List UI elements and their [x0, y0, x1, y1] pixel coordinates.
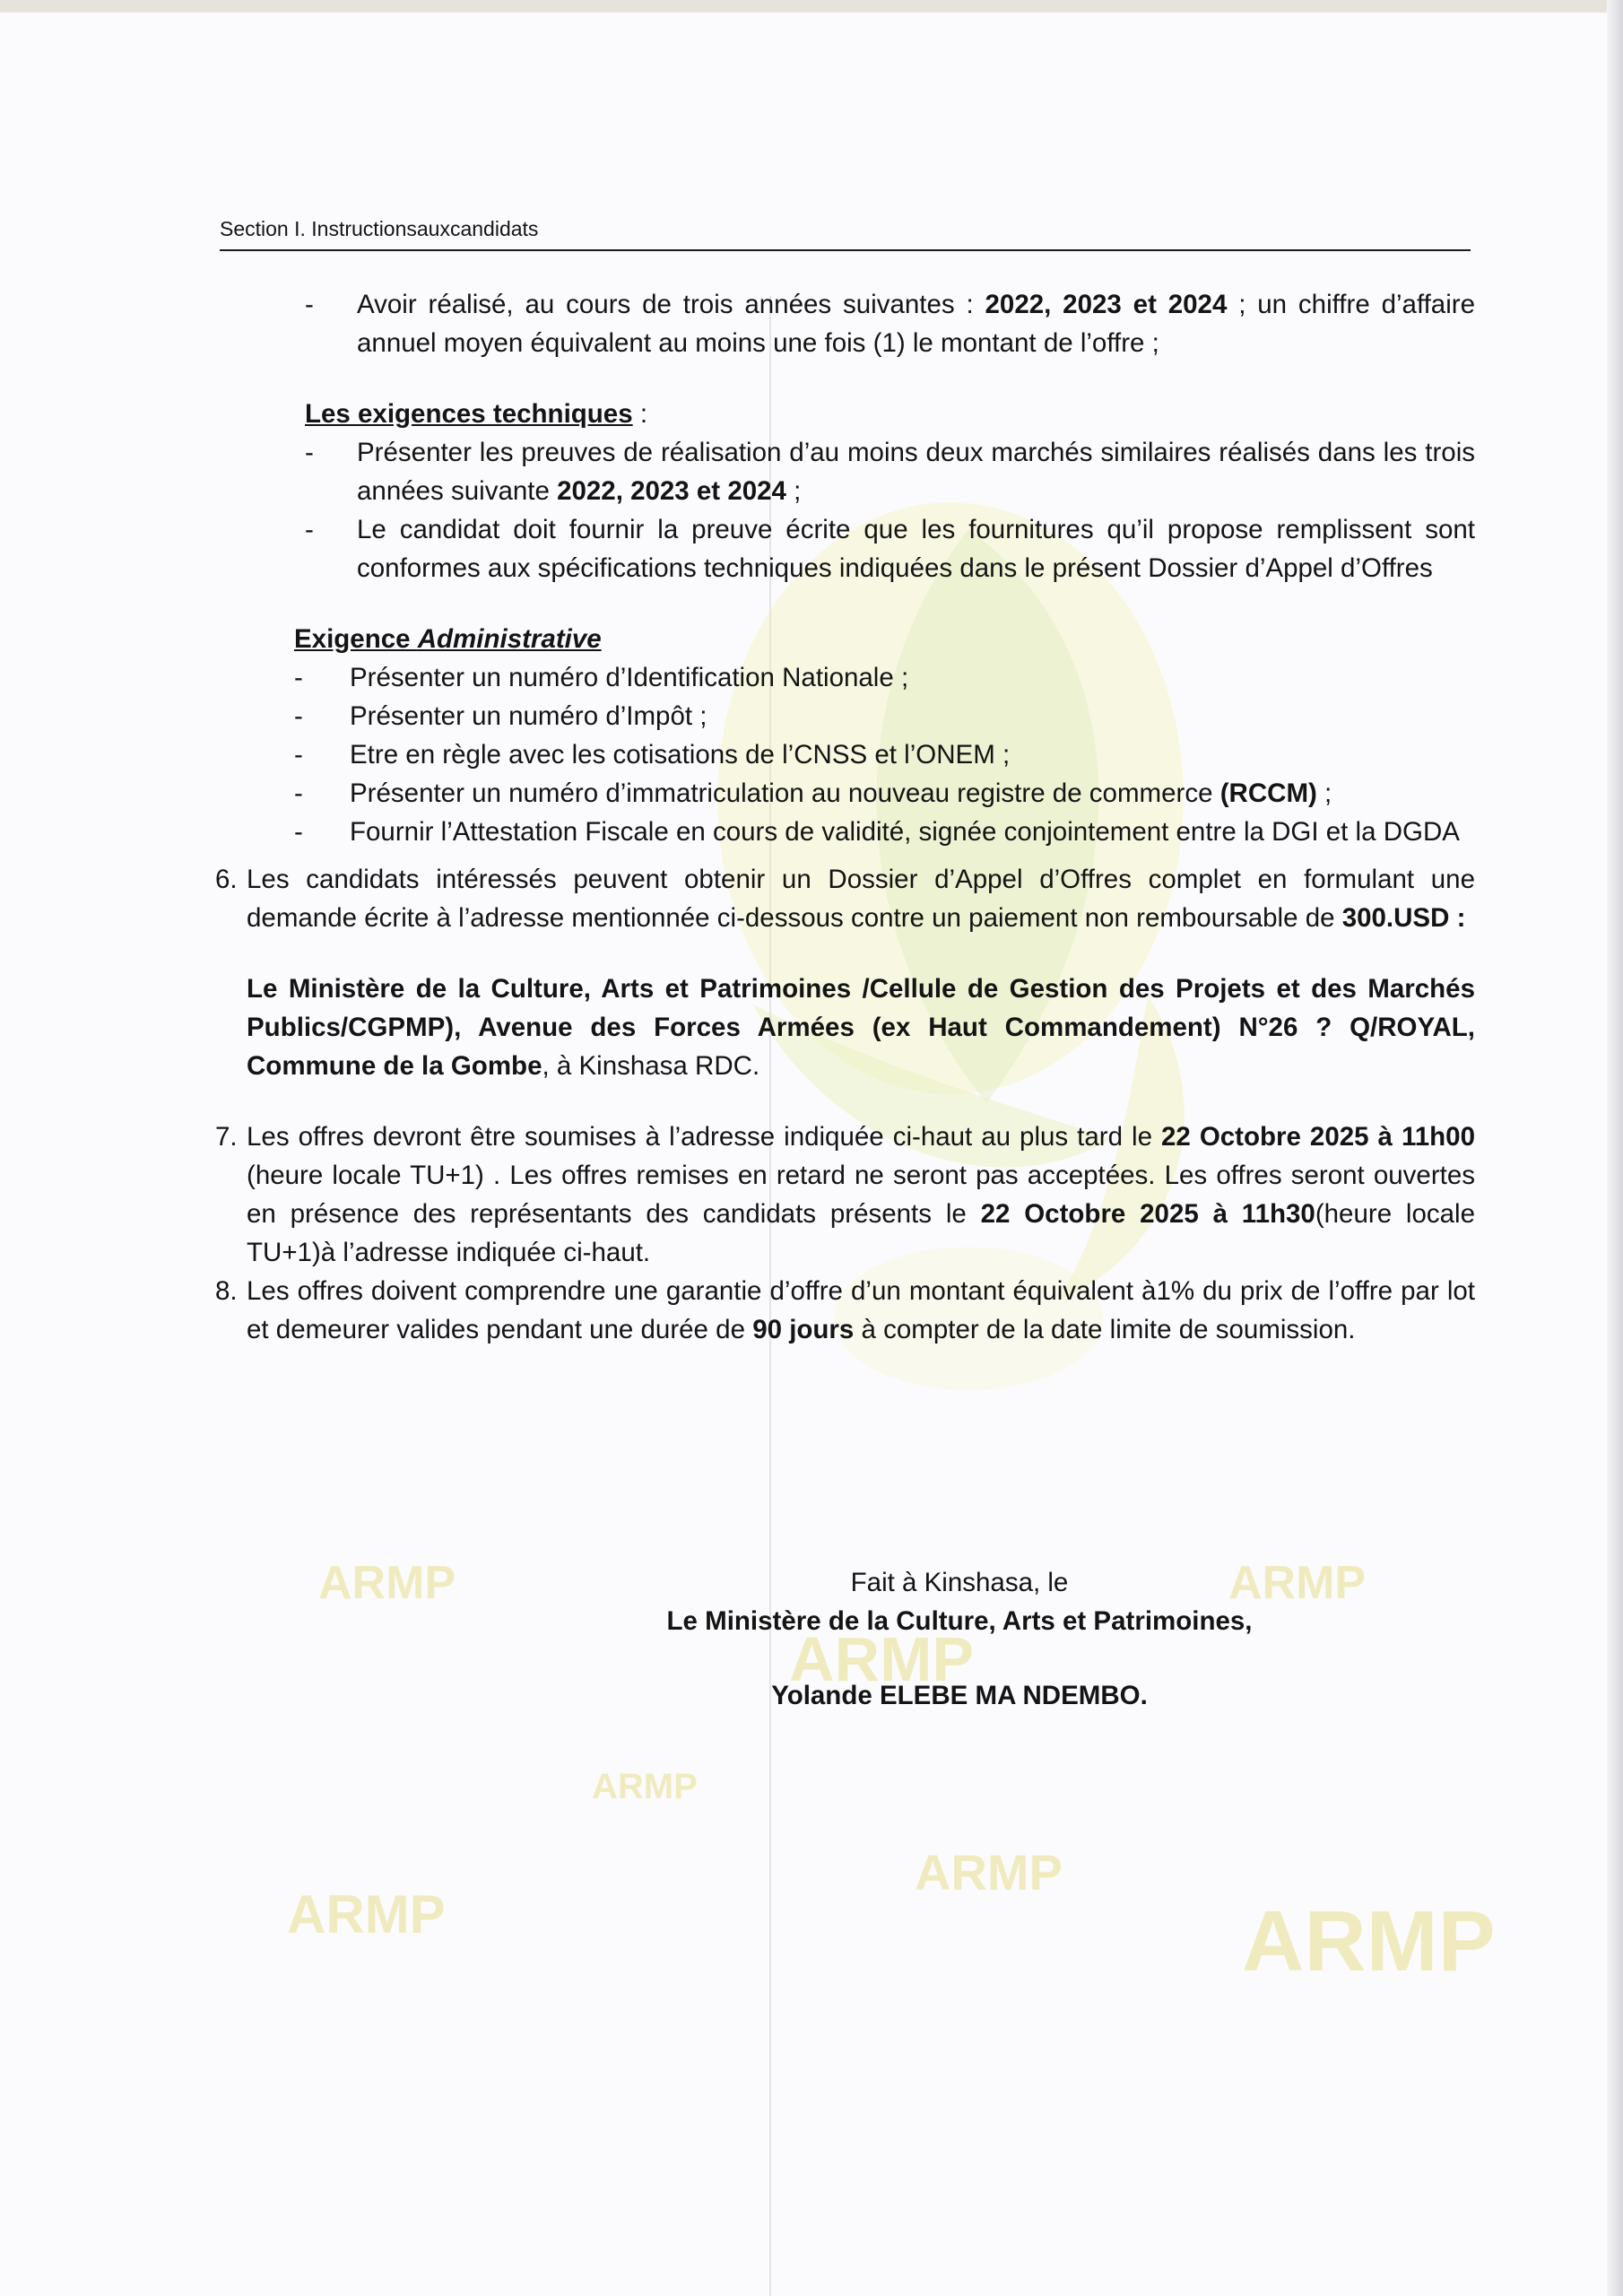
item-6 [215, 860, 1475, 937]
item-7-text-end: (heure locale TU+1)à l’adresse indiquée ci-haut. [247, 1199, 1475, 1267]
financial-text-end: ; un chiffre d’affaire annuel moyen équivalent au moins une fois (1) le montant de l’offre ; [357, 290, 1475, 358]
administrative-heading-plain: Exigence [294, 624, 418, 654]
watermark-label: ARMP [789, 1624, 975, 1694]
administrative-item [294, 735, 1475, 774]
administrative-heading [294, 624, 602, 654]
administrative-item-text: Présenter un numéro d’Identification Nationale ; [350, 663, 909, 692]
watermark-label: ARMP [318, 1557, 456, 1609]
administrative-item-text: Etre en règle avec les cotisations de l’CNSS et l’ONEM ; [350, 740, 1011, 770]
technical-heading: Les exigences techniques [305, 399, 633, 429]
ministry-address [215, 970, 1475, 1085]
item-8-text: Les offres doivent comprendre une garantie d’offre d’un montant équivalent à1% du prix de l’offre par lot et demeurer valides pendant une durée de [247, 1276, 1475, 1344]
item-8-text-end: à compter de la date limite de soumission. [854, 1315, 1356, 1344]
administrative-item-text: Fournir l’Attestation Fiscale en cours de validité, signée conjointement entre la DGI et la DGDA [350, 817, 1460, 847]
watermark-label: ARMP [915, 1844, 1063, 1900]
scan-top-edge [0, 0, 1623, 13]
administrative-item [294, 697, 1475, 735]
administrative-item [294, 774, 1475, 813]
item-7-text: Les offres devront être soumises à l’adresse indiquée ci-haut au plus tard le [247, 1122, 1161, 1152]
technical-heading-line [305, 395, 1475, 433]
watermark-label: ARMP [592, 1767, 698, 1806]
signature-place: Fait à Kinshasa, le [850, 1568, 1069, 1597]
section-title: Section I. Instructionsauxcandidats [220, 217, 539, 240]
technical-item-2 [305, 510, 1475, 587]
item-6-amount: 300.USD : [1341, 903, 1466, 933]
item-6-text: Les candidats intéressés peuvent obtenir un Dossier d’Appel d’Offres complet en formulant une demande écrite à l’adresse mentionnée ci-dessous contre un paiement non remboursable de [247, 865, 1475, 933]
administrative-heading-line [294, 620, 1475, 658]
technical-heading-suffix: : [632, 399, 648, 429]
financial-text: Avoir réalisé, au cours de trois années suivantes : [357, 290, 985, 319]
watermark-label: ARMP [1228, 1557, 1367, 1609]
administrative-item-text: Présenter un numéro d’Impôt ; [350, 701, 707, 731]
administrative-heading-italic: Administrative [417, 624, 602, 654]
item-number: 8. [215, 1276, 238, 1306]
administrative-item-text: Présenter un numéro d’immatriculation au nouveau registre de commerce [350, 778, 1220, 808]
administrative-item [294, 813, 1475, 851]
document-body [215, 285, 1475, 1349]
item-7-deadline: 22 Octobre 2025 à 11h00 [1161, 1122, 1475, 1152]
financial-years: 2022, 2023 et 2024 [985, 290, 1228, 319]
item-7-text-mid: (heure locale TU+1) . Les offres remises en retard ne seront pas acceptées. Les offres seront ouvertes en présence des représentants des candidats présents le [247, 1161, 1475, 1229]
signature-ministry: Le Ministère de la Culture, Arts et Patrimoines, [666, 1606, 1253, 1636]
item-7-opening-date: 22 Octobre 2025 à 11h30 [980, 1199, 1315, 1229]
item-8-duration: 90 jours [752, 1315, 855, 1344]
signature-name: Yolande ELEBE MA NDEMBO. [771, 1681, 1148, 1710]
item-number: 7. [215, 1122, 238, 1152]
watermark-label: ARMP [287, 1884, 446, 1944]
technical-item-years: 2022, 2023 et 2024 [557, 476, 786, 506]
technical-item-1 [305, 433, 1475, 510]
administrative-item-end: ; [1316, 778, 1332, 808]
ministry-address-end: , à Kinshasa RDC. [542, 1051, 760, 1081]
ministry-address-bold: Le Ministère de la Culture, Arts et Patrimoines /Cellule de Gestion des Projets et des Marchés Publics/CGPMP), Avenue des Forces Armées (ex Haut Commandement) N°26 ? Q/ROYAL, Commune de la Gombe [247, 974, 1475, 1081]
financial-requirement [305, 285, 1475, 362]
item-8 [215, 1272, 1475, 1349]
item-7 [215, 1118, 1475, 1272]
administrative-rccm: (RCCM) [1219, 778, 1317, 808]
watermark-label: ARMP [1242, 1893, 1496, 1989]
technical-item-text: Présenter les preuves de réalisation d’au moins deux marchés similaires réalisés dans les trois années suivante [357, 438, 1475, 506]
scan-right-edge [1607, 0, 1623, 2296]
section-header [220, 217, 1471, 251]
item-number: 6. [215, 865, 238, 894]
technical-item-end: ; [785, 476, 802, 506]
administrative-item [294, 658, 1475, 697]
technical-item-text: Le candidat doit fournir la preuve écrite que les fournitures qu’il propose remplissent sont conformes aux spécifications techniques indiquées dans le présent Dossier d’Appel d’Offres [357, 515, 1475, 583]
